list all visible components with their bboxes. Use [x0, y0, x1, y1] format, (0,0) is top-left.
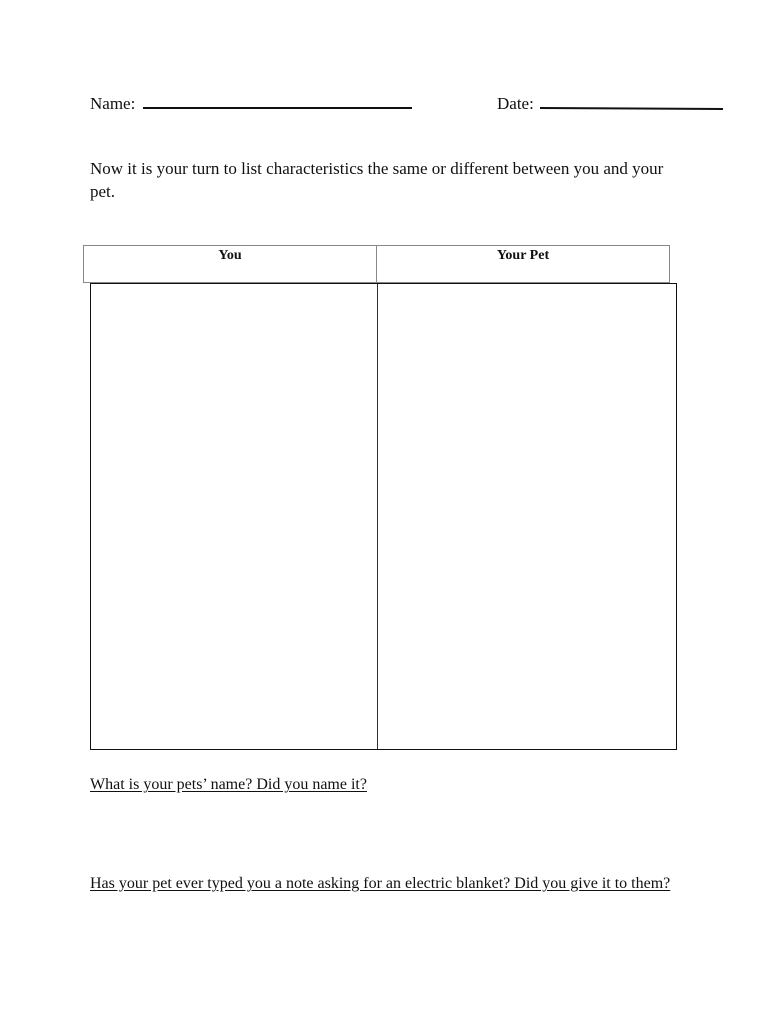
column-divider	[377, 284, 378, 749]
date-blank-line[interactable]	[540, 107, 723, 110]
question-electric-blanket: Has your pet ever typed you a note asking for an electric blanket? Did you give it to them?	[90, 875, 671, 892]
question-pet-name: What is your pets’ name? Did you name it?	[90, 776, 367, 793]
name-label: Name:	[90, 94, 136, 113]
name-blank-line[interactable]	[143, 107, 412, 109]
comparison-table-header	[83, 245, 670, 283]
column-header-your-pet: Your Pet	[496, 248, 550, 263]
instructions-text: Now it is your turn to list characteristics the same or different between you and your pet.	[90, 159, 664, 201]
column-header-you: You	[84, 246, 377, 282]
comparison-table-body	[90, 283, 677, 750]
date-label: Date:	[497, 94, 534, 113]
